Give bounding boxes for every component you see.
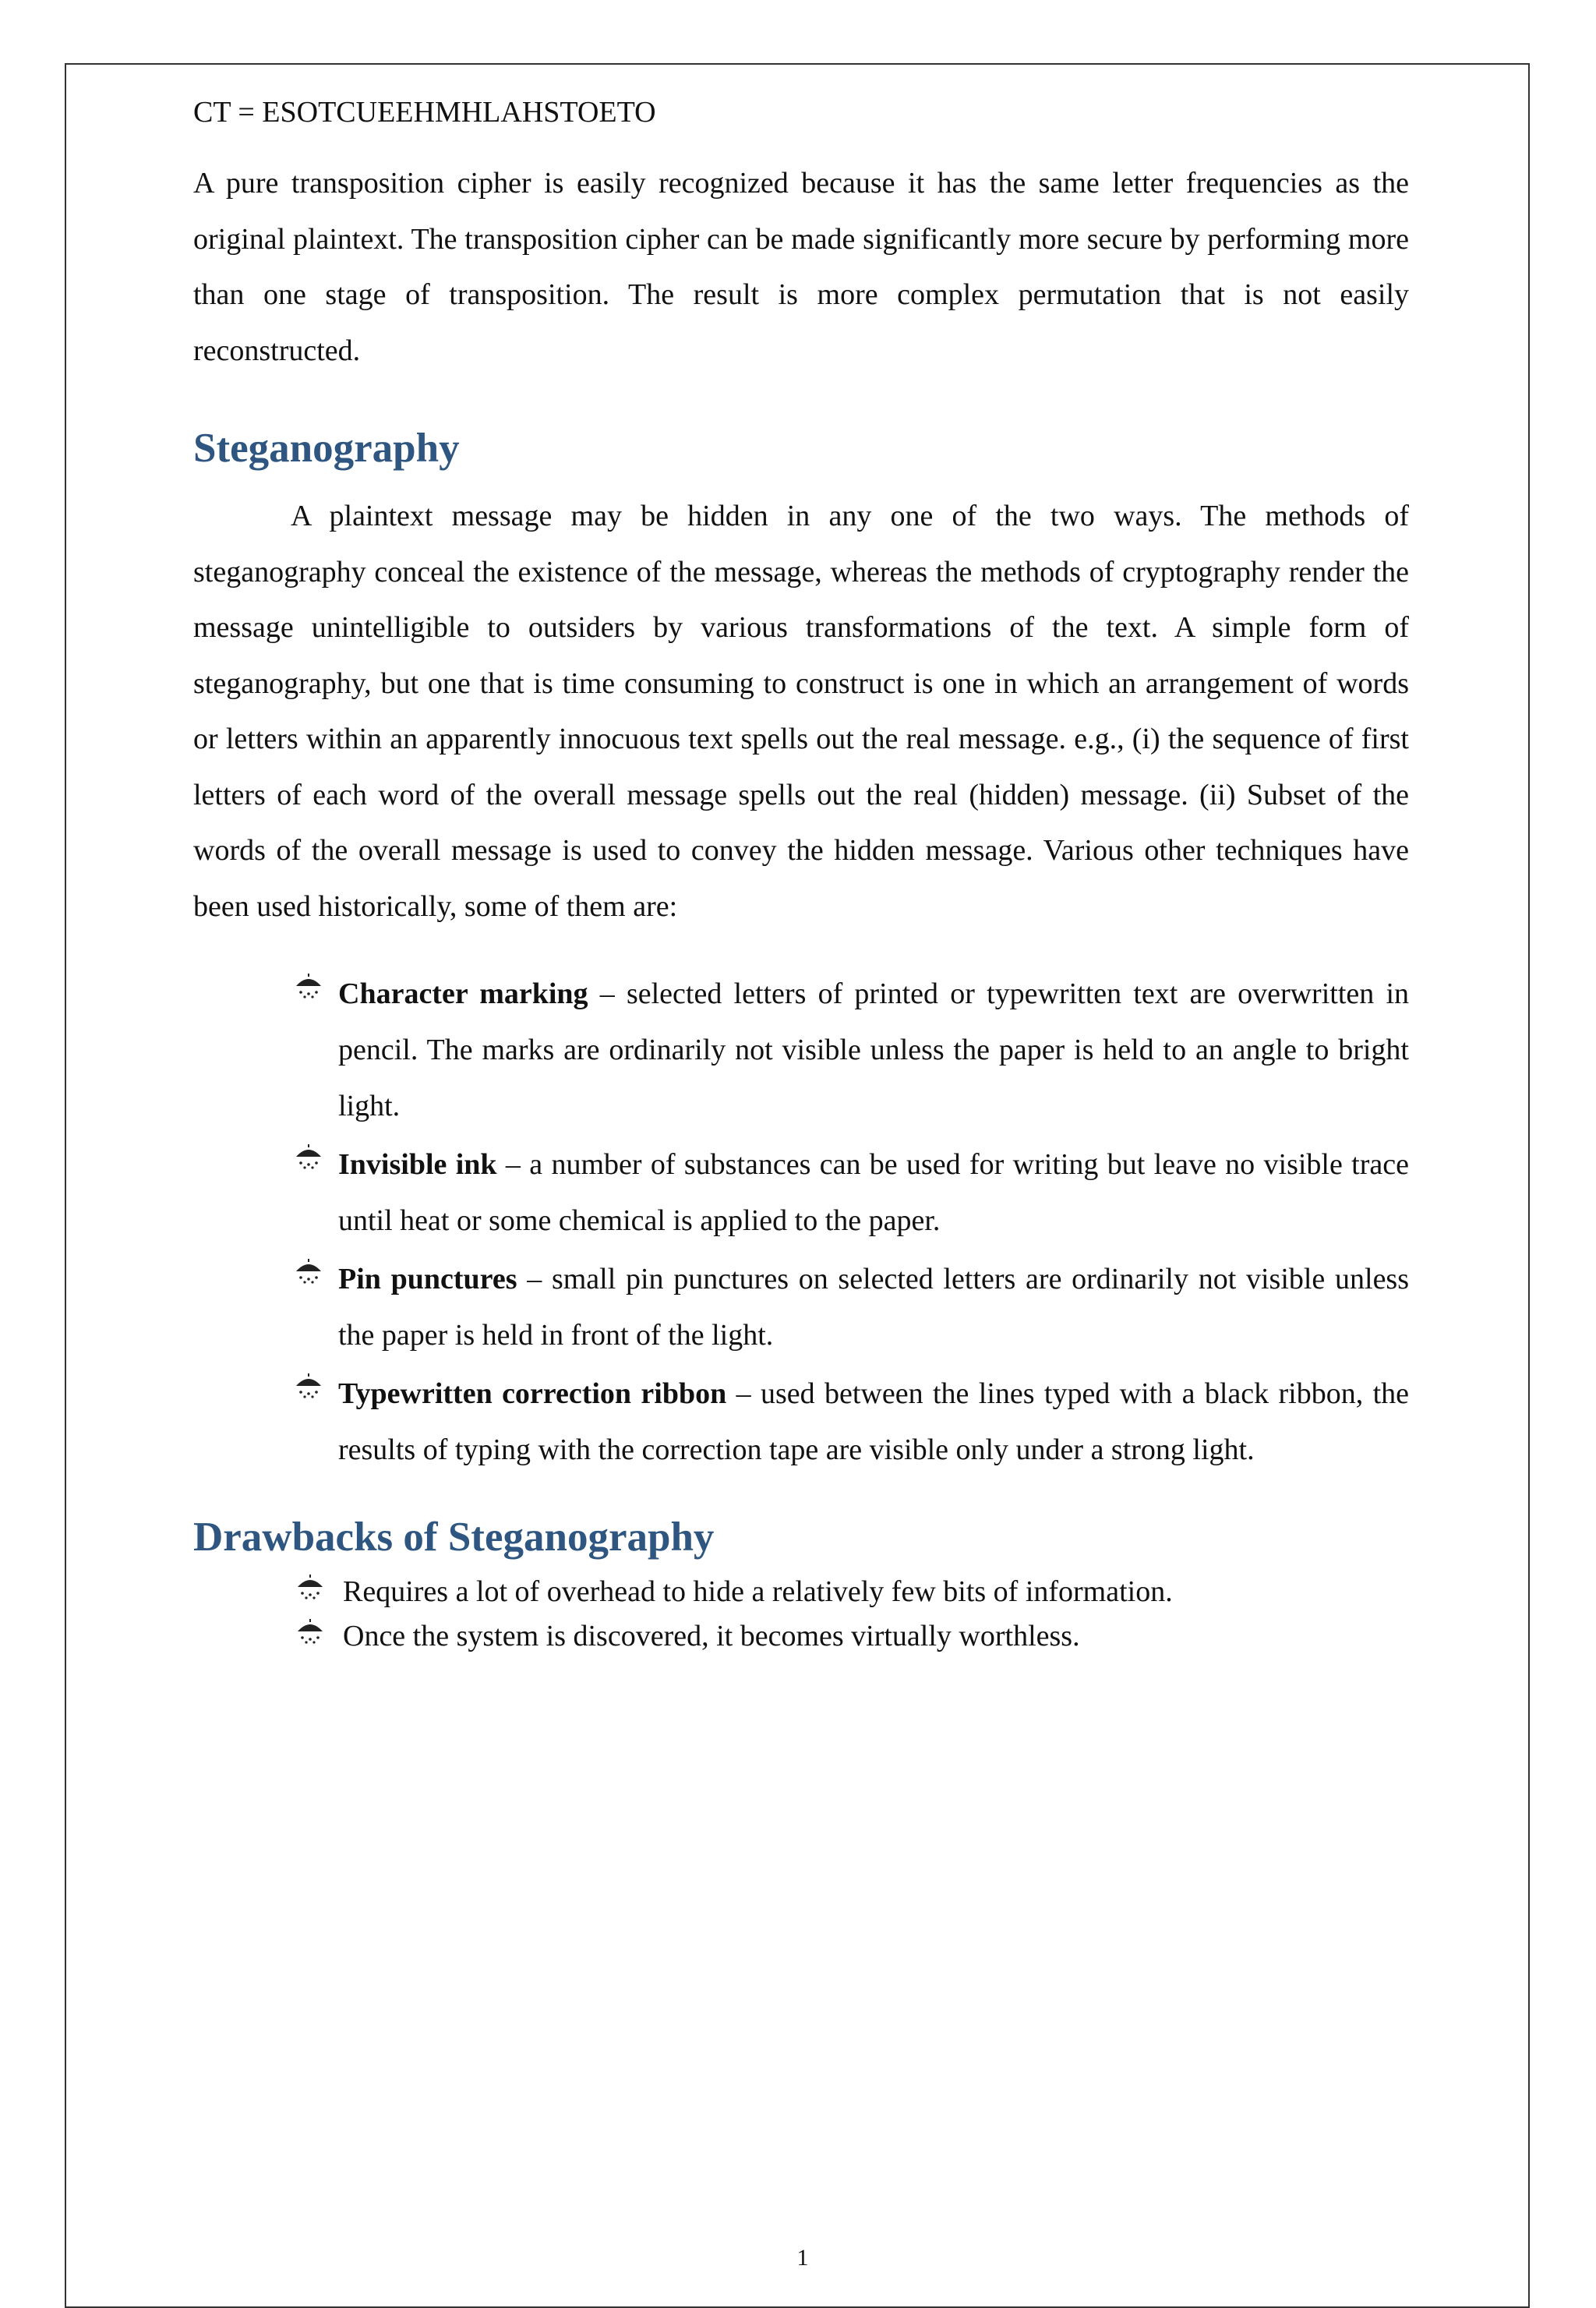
umbrella-rain-icon [293, 1251, 324, 1307]
drawback-text: Requires a lot of overhead to hide a relatively few bits of information. [343, 1575, 1173, 1608]
method-term: Pin punctures [338, 1263, 517, 1295]
umbrella-rain-icon [295, 1570, 326, 1614]
method-description: – selected letters of printed or typewritten text are overwritten in pencil. The marks are ordinarily not visible unless the paper is held to an angle to bright light. [338, 977, 1410, 1122]
method-term: Invisible ink [338, 1148, 497, 1181]
method-description: – small pin punctures on selected letters are ordinarily not visible unless the paper is held in front of the light. [338, 1263, 1410, 1352]
steganography-methods-list [338, 966, 1409, 1478]
intro-paragraph: A pure transposition cipher is easily recognized because it has the same letter frequencies as the original plaintext. The transposition cipher can be made significantly more secure by performing more than one stage of transposition. The result is more complex permutation that is not easily reconstructed. [193, 167, 1409, 367]
list-item [338, 966, 1409, 1134]
list-item [338, 1136, 1409, 1249]
method-term: Character marking [338, 977, 588, 1010]
umbrella-rain-icon [293, 966, 324, 1022]
method-description: – a number of substances can be used for writing but leave no visible trace until heat or some chemical is applied to the paper. [338, 1148, 1409, 1237]
list-item [338, 1366, 1409, 1478]
drawbacks-heading: Drawbacks of Steganography [193, 1515, 715, 1560]
ciphertext-line: CT = ESOTCUEEHMHLAHSTOETO [193, 96, 656, 129]
method-description: – used between the lines typed with a black ribbon, the results of typing with the correction tape are visible only under a strong light. [338, 1377, 1409, 1466]
drawback-text: Once the system is discovered, it becomes virtually worthless. [343, 1620, 1080, 1652]
drawbacks-list [295, 1570, 1409, 1659]
umbrella-rain-icon [295, 1614, 326, 1659]
document-body [193, 84, 1409, 1659]
steganography-heading: Steganography [193, 426, 460, 471]
umbrella-rain-icon [293, 1136, 324, 1193]
method-term: Typewritten correction ribbon [338, 1377, 727, 1410]
page-number: 1 [796, 2245, 809, 2271]
list-item [295, 1570, 1409, 1614]
steganography-paragraph: A plaintext message may be hidden in any one of the two ways. The methods of steganography conceal the existence of the message, whereas the methods of cryptography render the message unintelligible to outsiders by various transformations of the text. A simple form of steganography, but one that is time consuming to construct is one in which an arrangement of words or letters within an apparently innocuous text spells out the real message. e.g., (i) the sequence of first letters of each word of the overall message spells out the real (hidden) message. (ii) Subset of the words of the overall message is used to convey the hidden message. Various other techniques have been used historically, some of them are: [193, 500, 1409, 923]
umbrella-rain-icon [293, 1366, 324, 1422]
list-item [338, 1251, 1409, 1363]
list-item [295, 1614, 1409, 1659]
